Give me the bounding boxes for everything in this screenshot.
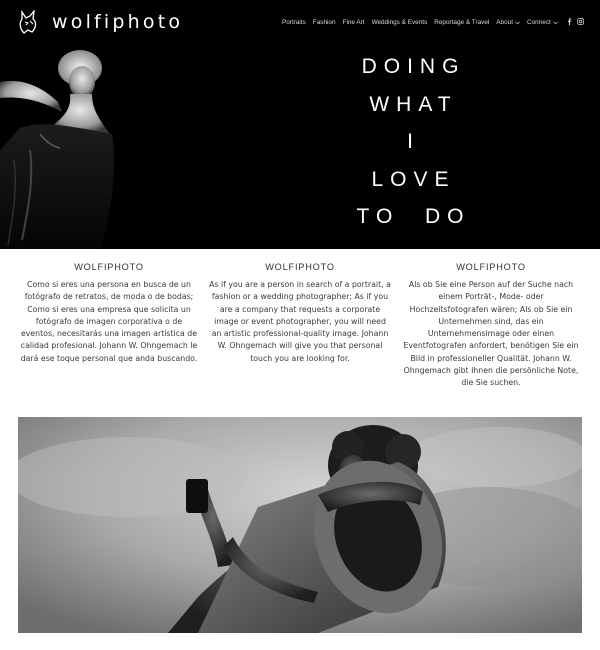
instagram-link[interactable] [577, 18, 584, 25]
intro-columns [18, 262, 582, 390]
main-nav [282, 19, 565, 26]
headline-line: I [407, 130, 420, 154]
column-title: WOLFIPHOTO [456, 262, 526, 272]
hero-banner [0, 0, 600, 249]
nav-item-fine-art[interactable]: Fine Art [342, 19, 365, 26]
nav-item-weddings-events[interactable]: Weddings & Events [371, 19, 428, 26]
headline-line: TO DO [356, 205, 471, 229]
chevron-down-icon [515, 21, 520, 25]
headline-line: LOVE [371, 167, 456, 191]
hero-headline [330, 48, 490, 236]
chevron-down-icon [553, 21, 558, 25]
column-title: WOLFIPHOTO [74, 262, 144, 272]
nav-item-fashion[interactable]: Fashion [312, 19, 336, 26]
column-title: WOLFIPHOTO [265, 262, 335, 272]
nav-item-about[interactable]: About [496, 19, 520, 26]
wolf-head-icon [16, 10, 40, 34]
logo-text: wolfiphoto [52, 11, 184, 33]
intro-column-spanish [18, 262, 200, 390]
headline-line: DOING [361, 55, 466, 78]
featured-photo[interactable] [18, 417, 582, 633]
site-logo[interactable] [16, 10, 183, 34]
nav-item-portraits[interactable]: Portraits [282, 19, 306, 26]
hero-portrait-image [0, 30, 150, 249]
instagram-icon [577, 18, 584, 25]
nav-item-reportage-travel[interactable]: Reportage & Travel [434, 19, 490, 26]
nav-item-connect[interactable]: Connect [527, 19, 558, 26]
facebook-link[interactable] [566, 18, 573, 25]
column-text: Als ob Sie eine Person auf der Suche nach einem Porträt-, Mode- oder Hochzeitsfotografen wären; Als ob Sie ein Unternehmen sind, das ein Unternehmensimage oder einen Eventfotografen anfordert, benötigen Sie ein Bild in professioneller Qualität. Johann W. Ohngemach gibt Ihnen die persönliche Note, die Sie suchen. [403, 280, 579, 388]
facebook-icon [566, 18, 573, 25]
column-text: As if you are a person in search of a portrait, a fashion or a wedding photographer; As if you are a company that requests a corporate image or event photographer, you will need an artistic professional-quality image. Johann W. Ohngemach will give you that personal touch you are looking for. [209, 280, 391, 363]
headline-line: WHAT [369, 92, 458, 116]
intro-column-english [209, 262, 391, 390]
intro-column-german [400, 262, 582, 390]
column-text: Como si eres una persona en busca de un fotógrafo de retratos, de moda o de bodas; Como si eres una empresa que solicita un fotógrafo de imagen corporativa o de eventos, necesitarás una imagen artística de calidad profesional. Johann W. Ohngemach le dará ese toque personal que anda buscando. [20, 280, 198, 363]
